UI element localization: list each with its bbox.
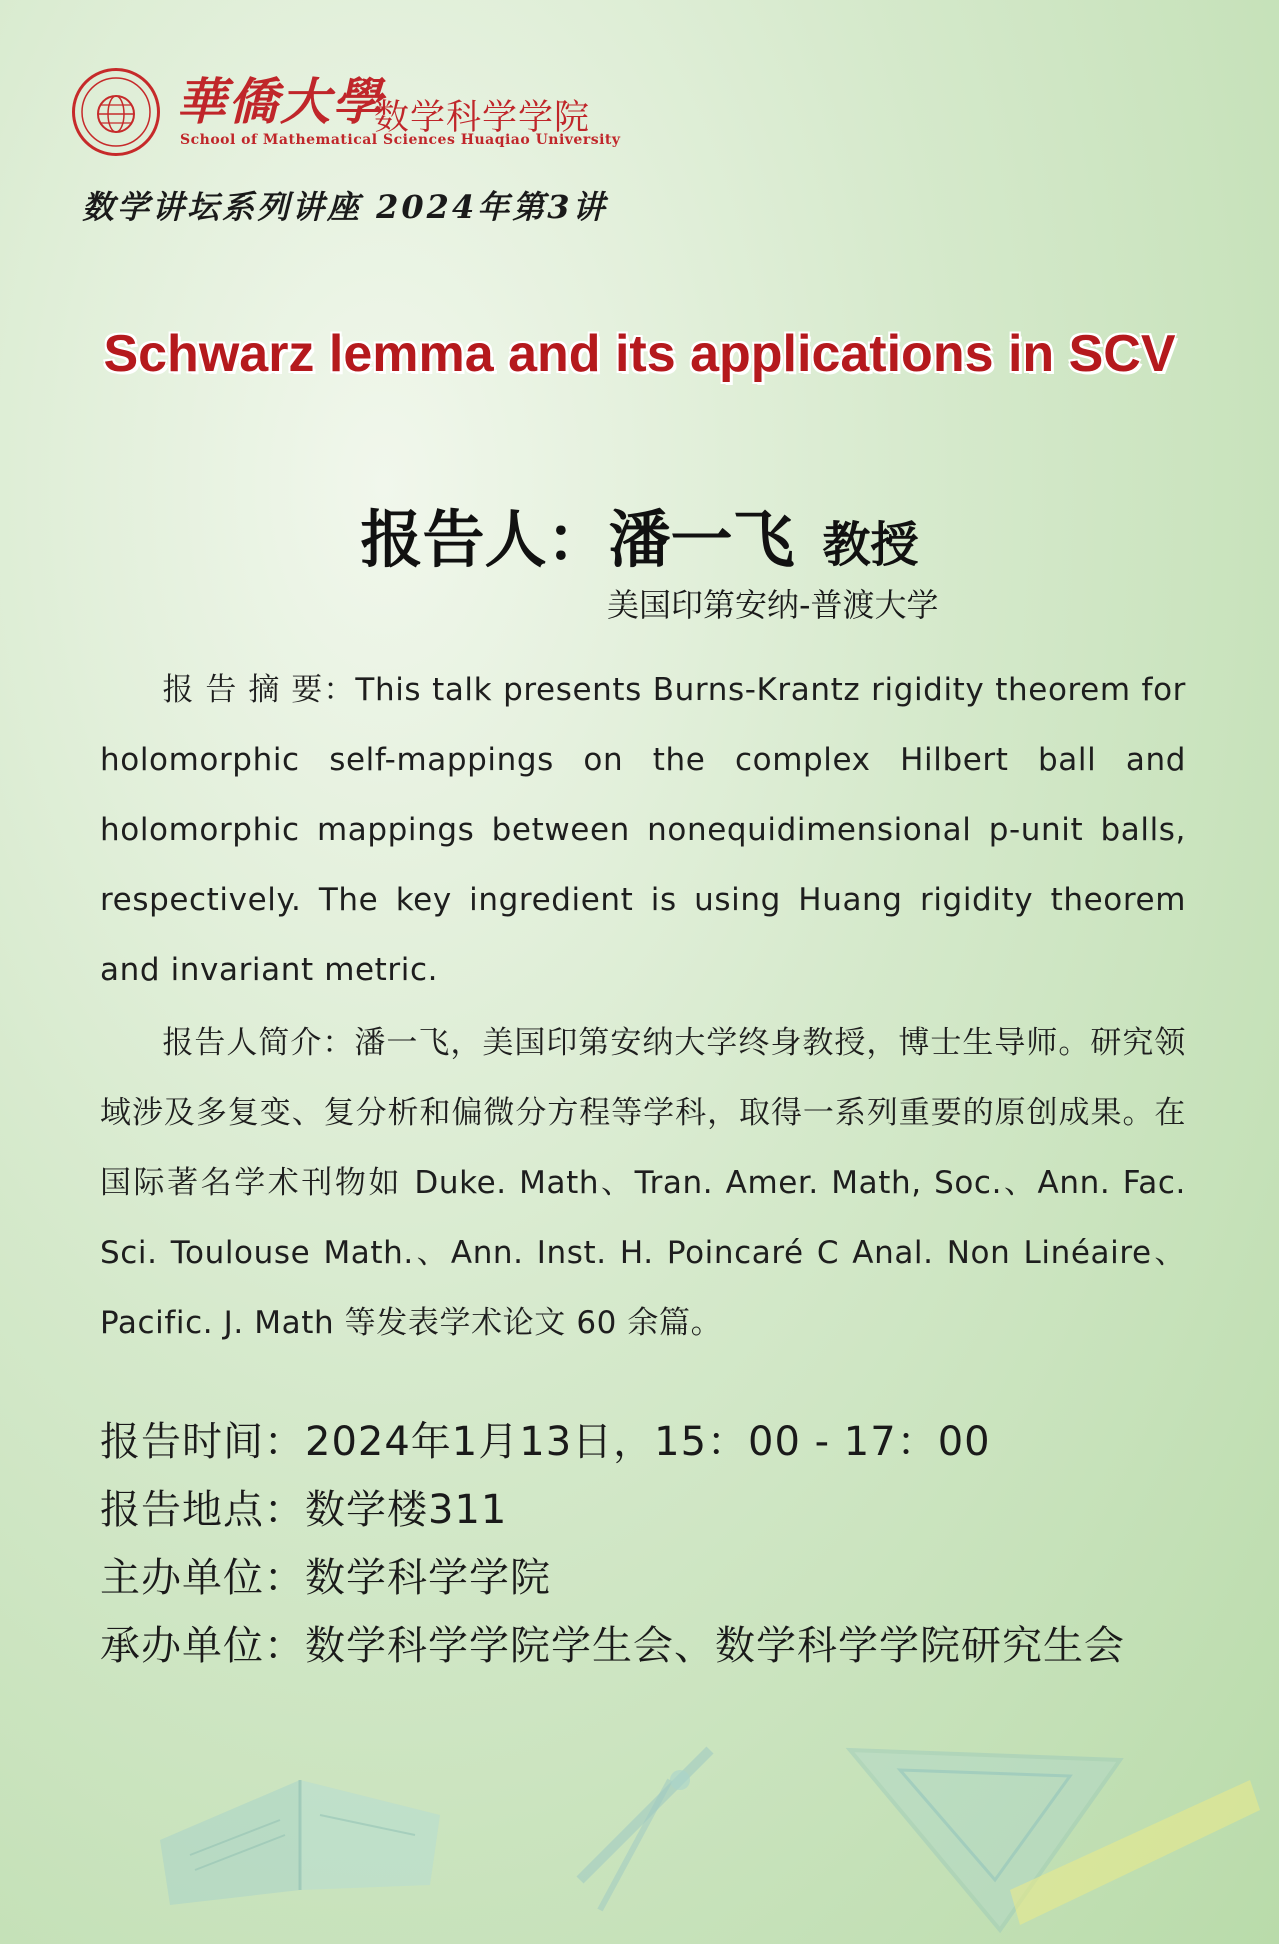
bio-text: 潘一飞，美国印第安纳大学终身教授，博士生导师。研究领域涉及多复变、复分析和偏微分方程等学科，取得一系列重要的原创成果。在国际著名学术刊物如 Duke. Math、Tran. Amer. Math, Soc.、Ann. Fac. Sci. Toulouse Math.、Ann. Inst. H. Poincaré C Anal. Non Linéaire、Pacific. J. Math 等发表学术论文 60 余篇。 (100, 1025, 1186, 1341)
speaker-line (0, 490, 1279, 579)
talk-location: 报告地点：数学楼311 (100, 1487, 508, 1533)
talk-time: 报告时间：2024年1月13日，15：00 - 17：00 (100, 1419, 991, 1465)
university-name-cn: 華僑大學 (176, 72, 384, 131)
open-book-icon (150, 1720, 450, 1910)
school-name-en: School of Mathematical Sciences Huaqiao University (180, 132, 621, 148)
compass-icon (560, 1740, 720, 1920)
bio-paragraph (100, 1008, 1186, 1358)
speaker-label: 报告人： (360, 503, 609, 576)
host-unit: 主办单位：数学科学学院 (100, 1555, 551, 1601)
school-name-cn: 数学科学学院 (374, 98, 591, 138)
talk-title: Schwarz lemma and its applications in SCV (103, 325, 1176, 383)
lecture-series: 数学讲坛系列讲座 2024年第3讲 (82, 188, 608, 226)
abstract-paragraph (100, 655, 1186, 1005)
speaker-name: 潘一飞 (608, 503, 795, 576)
abstract-label: 报 告 摘 要： (162, 672, 356, 708)
globe-icon (76, 72, 156, 152)
organizer-unit: 承办单位：数学科学学院学生会、数学科学学院研究生会 (100, 1623, 1125, 1669)
speaker-affiliation: 美国印第安纳-普渡大学 (607, 586, 939, 624)
abstract-text: This talk presents Burns-Krantz rigidity theorem for holomorphic self-mappings on the complex Hilbert ball and holomorphic mappings between nonequidimensional p-unit balls, respectively. The key ingredient is using Huang rigidity theorem and invariant metric. (100, 672, 1186, 988)
set-square-ruler-icon (840, 1740, 1260, 1940)
speaker-title: 教授 (822, 517, 919, 573)
university-seal-logo (72, 68, 160, 156)
bio-label: 报告人简介： (162, 1025, 355, 1061)
